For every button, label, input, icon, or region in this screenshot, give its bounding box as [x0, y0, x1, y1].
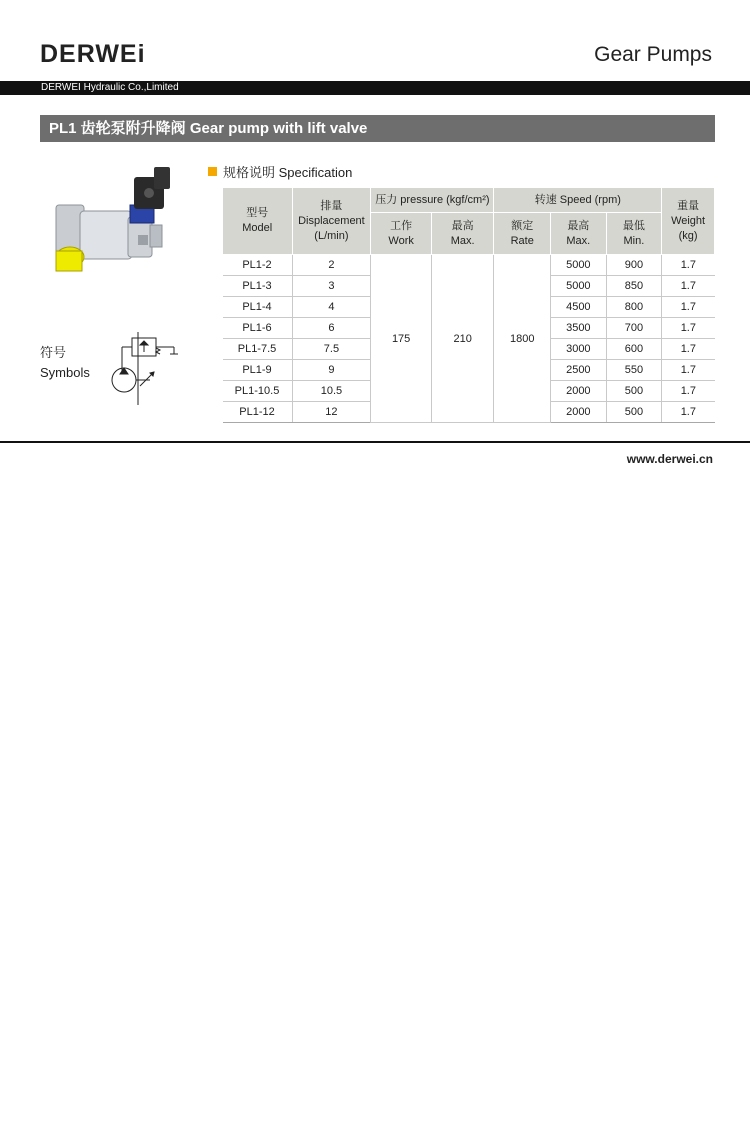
spec-table — [222, 187, 715, 423]
cell-speed-max: 5000 — [551, 276, 607, 297]
cell-model: PL1-2 — [223, 255, 293, 276]
heading-bullet-icon — [208, 167, 217, 176]
table-row — [223, 255, 715, 276]
cell-model: PL1-12 — [223, 402, 293, 423]
cell-speed-max: 4500 — [551, 297, 607, 318]
section-title: Gear Pumps — [594, 43, 712, 66]
cell-speed-min: 850 — [606, 276, 662, 297]
cell-weight: 1.7 — [662, 402, 715, 423]
cell-model: PL1-3 — [223, 276, 293, 297]
cell-model: PL1-6 — [223, 318, 293, 339]
cell-rate-speed: 1800 — [494, 255, 551, 423]
cell-speed-min: 600 — [606, 339, 662, 360]
spec-heading — [208, 162, 352, 181]
header-rate: 额定 Rate — [494, 213, 551, 255]
cell-speed-max: 3000 — [551, 339, 607, 360]
cell-displacement: 9 — [292, 360, 371, 381]
cell-speed-min: 500 — [606, 402, 662, 423]
cell-work-pressure: 175 — [371, 255, 432, 423]
header-speed-min: 最低 Min. — [606, 213, 662, 255]
cell-speed-max: 2500 — [551, 360, 607, 381]
cell-speed-max: 2000 — [551, 381, 607, 402]
cell-model: PL1-10.5 — [223, 381, 293, 402]
company-name: DERWEI Hydraulic Co.,Limited — [41, 82, 179, 93]
cell-speed-min: 900 — [606, 255, 662, 276]
cell-speed-max: 5000 — [551, 255, 607, 276]
cell-max-pressure: 210 — [431, 255, 494, 423]
cell-weight: 1.7 — [662, 339, 715, 360]
cell-speed-min: 500 — [606, 381, 662, 402]
cell-displacement: 3 — [292, 276, 371, 297]
cell-model: PL1-4 — [223, 297, 293, 318]
cell-weight: 1.7 — [662, 318, 715, 339]
header-pressure-max: 最高 Max. — [431, 213, 494, 255]
cell-weight: 1.7 — [662, 297, 715, 318]
cell-weight: 1.7 — [662, 381, 715, 402]
symbols-label-en: Symbols — [40, 365, 90, 380]
product-title: PL1 齿轮泵附升降阀 Gear pump with lift valve — [49, 120, 368, 137]
cell-model: PL1-7.5 — [223, 339, 293, 360]
symbols-label — [40, 343, 90, 383]
header-work: 工作 Work — [371, 213, 432, 255]
website-link[interactable]: www.derwei.cn — [626, 452, 713, 466]
cell-displacement: 7.5 — [292, 339, 371, 360]
cell-speed-min: 700 — [606, 318, 662, 339]
cell-displacement: 10.5 — [292, 381, 371, 402]
cell-speed-max: 2000 — [551, 402, 607, 423]
header-pressure: 压力 pressure (kgf/cm²) — [371, 188, 494, 213]
spec-heading-text: 规格说明 Specification — [223, 165, 353, 180]
product-title-bar — [40, 115, 715, 142]
cell-speed-min: 800 — [606, 297, 662, 318]
cell-weight: 1.7 — [662, 276, 715, 297]
company-logo: DERWEi — [40, 40, 146, 68]
cell-weight: 1.7 — [662, 255, 715, 276]
header-weight: 重量 Weight (kg) — [662, 188, 715, 255]
header-model: 型号 Model — [223, 188, 293, 255]
company-bar — [0, 81, 750, 95]
cell-displacement: 4 — [292, 297, 371, 318]
cell-model: PL1-9 — [223, 360, 293, 381]
cell-displacement: 12 — [292, 402, 371, 423]
cell-displacement: 2 — [292, 255, 371, 276]
pump-photo — [46, 165, 186, 285]
hydraulic-symbol-diagram — [110, 330, 188, 406]
header-speed-max: 最高 Max. — [551, 213, 607, 255]
header-speed: 转速 Speed (rpm) — [494, 188, 662, 213]
cell-speed-max: 3500 — [551, 318, 607, 339]
footer-divider — [0, 441, 750, 443]
cell-speed-min: 550 — [606, 360, 662, 381]
cell-weight: 1.7 — [662, 360, 715, 381]
symbols-label-cn: 符号 — [40, 345, 67, 360]
header-displacement: 排量 Displacement (L/min) — [292, 188, 371, 255]
cell-displacement: 6 — [292, 318, 371, 339]
